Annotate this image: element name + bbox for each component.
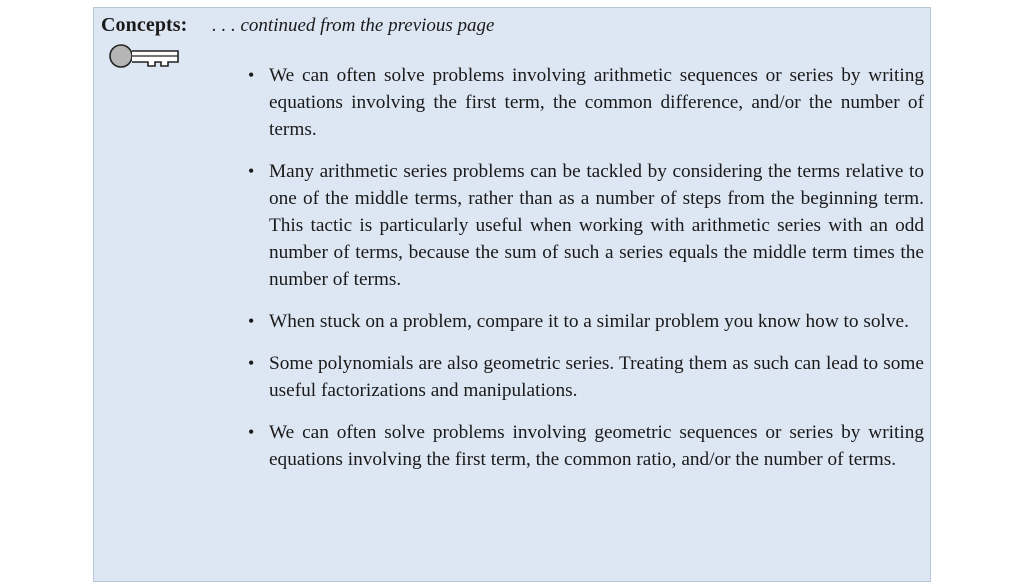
concepts-label: Concepts: (101, 14, 188, 36)
bullet-text: We can often solve problems involving geometric sequences or series by writing equations involving the first term, the common ratio, and/or the number of terms. (269, 422, 924, 470)
list-item (246, 308, 924, 335)
bullet-text: Many arithmetic series problems can be tackled by considering the terms relative to one of the middle terms, rather than as a number of steps from the beginning term. This tactic is particularly useful when working with arithmetic series with an odd number of terms, because the sum of such a series equals the middle term times the number of terms. (269, 161, 924, 290)
bullet-icon: • (248, 422, 255, 442)
list-item (246, 419, 924, 473)
list-item (246, 62, 924, 143)
list-item (246, 158, 924, 293)
key-icon (103, 42, 183, 74)
concepts-box (93, 7, 931, 582)
concepts-list (246, 62, 924, 488)
bullet-icon: • (248, 65, 255, 85)
bullet-text: When stuck on a problem, compare it to a similar problem you know how to solve. (269, 311, 909, 332)
bullet-text: We can often solve problems involving arithmetic sequences or series by writing equations involving the first term, the common difference, and/or the number of terms. (269, 65, 924, 140)
bullet-text: Some polynomials are also geometric series. Treating them as such can lead to some useful factorizations and manipulations. (269, 353, 924, 401)
continued-note: . . . continued from the previous page (212, 15, 495, 36)
bullet-icon: • (248, 311, 255, 331)
list-item (246, 350, 924, 404)
bullet-icon: • (248, 161, 255, 181)
bullet-icon: • (248, 353, 255, 373)
